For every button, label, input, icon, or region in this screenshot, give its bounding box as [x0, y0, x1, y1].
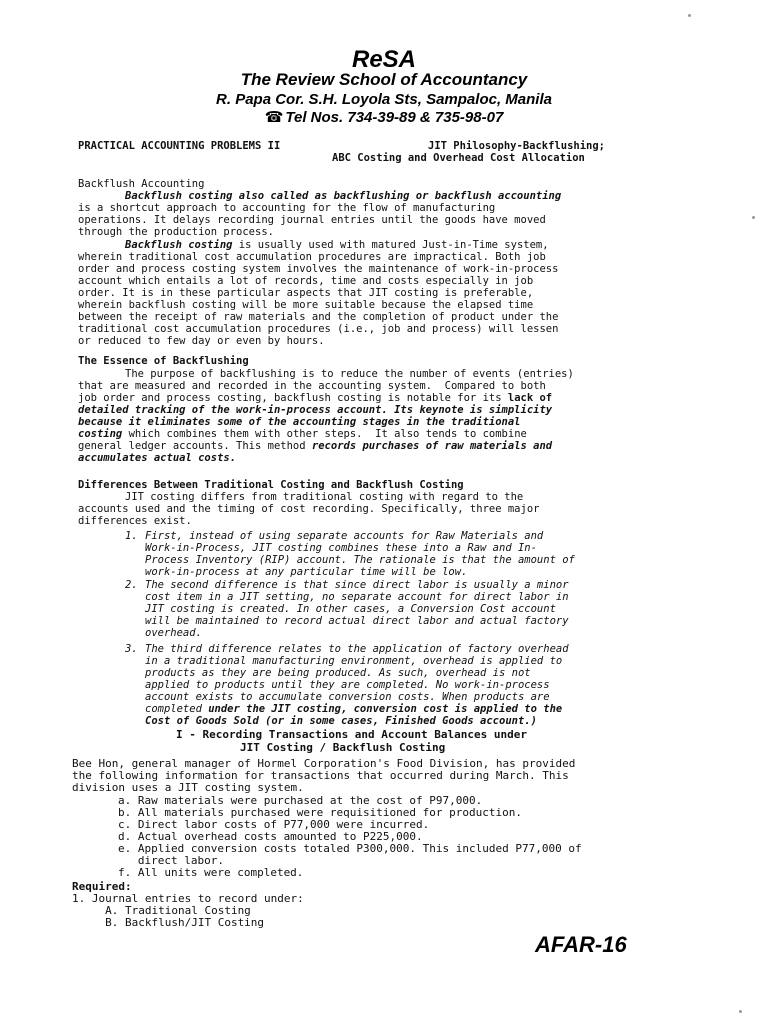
essence-line: that are measured and recorded in the accounting system. Compared to both [78, 380, 546, 392]
required-line: A. Traditional Costing [72, 904, 251, 917]
backflush-p2-line: order. It is in these particular aspects that JIT costing is preferable, [78, 287, 534, 299]
section-heading-backflush: Backflush Accounting [78, 178, 205, 190]
part1-heading-1: I - Recording Transactions and Account Balances under [176, 728, 527, 741]
diff-item-line: JIT costing is created. In other cases, a Conversion Cost account [145, 603, 556, 615]
section-heading-essence: The Essence of Backflushing [78, 355, 249, 367]
brand-title: ReSA [351, 46, 417, 73]
diff-item-line: account exists to accumulate conversion costs. When products are [145, 691, 550, 703]
diff-item-line: in a traditional manufacturing environment, overhead is applied to [145, 655, 563, 667]
diff-item-line: applied to products until they are completed. No work-in-process [145, 679, 550, 691]
essence-line: job order and process costing, backflush costing is notable for its lack of [78, 392, 553, 404]
backflush-p1-line: is a shortcut approach to accounting for the flow of manufacturing [78, 202, 496, 214]
diff-item-line: The second difference is that since direct labor is usually a minor [145, 579, 569, 591]
diff-item-num: 2. [125, 579, 138, 591]
essence-line: accumulates actual costs. [78, 452, 237, 464]
scan-speck [688, 14, 691, 17]
topic-title-1: JIT Philosophy-Backflushing; [428, 140, 606, 152]
scan-speck [739, 1010, 742, 1013]
diff-item-line: work-in-process at any particular time will be low. [145, 566, 468, 578]
diff-item-line: First, instead of using separate accounts for Raw Materials and [145, 530, 544, 542]
diff-item-line: Process Inventory (RIP) account. The rationale is that the amount of [145, 554, 575, 566]
case-line: division uses a JIT costing system. [72, 781, 304, 794]
required-line: B. Backflush/JIT Costing [72, 916, 265, 929]
scan-speck [752, 216, 755, 219]
case-item: direct labor. [118, 854, 224, 867]
backflush-p2-line: account which entails a lot of records, time and costs especially in job [78, 275, 534, 287]
diff-item-line: The third difference relates to the application of factory overhead [145, 643, 569, 655]
case-item: c. Direct labor costs of P77,000 were incurred. [118, 818, 430, 831]
backflush-p2-line: between the receipt of raw materials and the completion of product under the [78, 311, 559, 323]
backflush-p2-first: Backflush costing is usually used with matured Just-in-Time system, [125, 239, 549, 251]
backflush-p1-line: operations. It delays recording journal entries until the goods have moved [78, 214, 546, 226]
backflush-p2-line: wherein backflush costing will be more suitable because the elapsed time [78, 299, 534, 311]
essence-line: The purpose of backflushing is to reduce the number of events (entries) [125, 368, 574, 380]
essence-line: costing which combines them with other steps. It also tends to combine [78, 428, 527, 440]
backflush-p2-line: wherein traditional cost accumulation procedures are impractical. Both job [78, 251, 546, 263]
telephone-icon: ☎ [264, 109, 284, 126]
case-line: the following information for transactions that occurred during March. This [72, 769, 569, 782]
course-title: PRACTICAL ACCOUNTING PROBLEMS II [78, 140, 281, 152]
topic-title-2: ABC Costing and Overhead Cost Allocation [332, 152, 585, 164]
diff-item-line: products as they are being produced. As such, overhead is not [145, 667, 531, 679]
diff-item-line: completed under the JIT costing, conversion cost is applied to the [145, 703, 563, 715]
phone-text: Tel Nos. 734-39-89 & 735-98-07 [285, 109, 504, 126]
essence-emphasis: because it eliminates some of the accounting stages in the traditional [78, 416, 521, 428]
page-code: AFAR-16 [535, 932, 627, 957]
diff-item-num: 3. [125, 643, 138, 655]
diff-item-line: will be maintained to record actual direct labor and actual factory [145, 615, 569, 627]
backflush-p2-line: order and process costing system involves the maintenance of work-in-process [78, 263, 559, 275]
section-heading-differences: Differences Between Traditional Costing and Backflush Costing [78, 479, 464, 491]
required-line: 1. Journal entries to record under: [72, 892, 304, 905]
school-phone [0, 108, 768, 126]
case-item: d. Actual overhead costs amounted to P225,000. [118, 830, 423, 843]
part1-heading-2: JIT Costing / Backflush Costing [240, 741, 446, 754]
backflush-p2-line: traditional cost accumulation procedures (i.e., job and process) will lessen [78, 323, 559, 335]
diff-item-line: overhead. [145, 627, 202, 639]
case-item: e. Applied conversion costs totaled P300,000. This included P77,000 of [118, 842, 582, 855]
diff-item-line: Cost of Goods Sold (or in some cases, Finished Goods account.) [145, 715, 537, 727]
diff-item-line: cost item in a JIT setting, no separate account for direct labor in [145, 591, 569, 603]
case-item: f. All units were completed. [118, 866, 304, 879]
essence-emphasis: detailed tracking of the work-in-process account. Its keynote is simplicity [78, 404, 553, 416]
diff-intro-line: JIT costing differs from traditional costing with regard to the [125, 491, 524, 503]
essence-line: general ledger accounts. This method records purchases of raw materials and [78, 440, 553, 452]
diff-item-line: Work-in-Process, JIT costing combines these into a Raw and In- [145, 542, 537, 554]
case-item: b. All materials purchased were requisitioned for production. [118, 806, 522, 819]
diff-intro-line: accounts used and the timing of cost recording. Specifically, three major [78, 503, 540, 515]
diff-intro-line: differences exist. [78, 515, 192, 527]
backflush-p1-lead: Backflush costing also called as backflushing or backflush accounting [125, 190, 562, 202]
diff-item-num: 1. [125, 530, 138, 542]
school-address: R. Papa Cor. S.H. Loyola Sts, Sampaloc, Manila [216, 91, 552, 108]
case-line: Bee Hon, general manager of Hormel Corporation's Food Division, has provided [72, 757, 576, 770]
required-label: Required: [72, 880, 132, 893]
case-item: a. Raw materials were purchased at the cost of P97,000. [118, 794, 483, 807]
school-name: The Review School of Accountancy [240, 70, 528, 89]
backflush-p2-line: or reduced to few day or even by hours. [78, 335, 325, 347]
backflush-p1-line: through the production process. [78, 226, 274, 238]
